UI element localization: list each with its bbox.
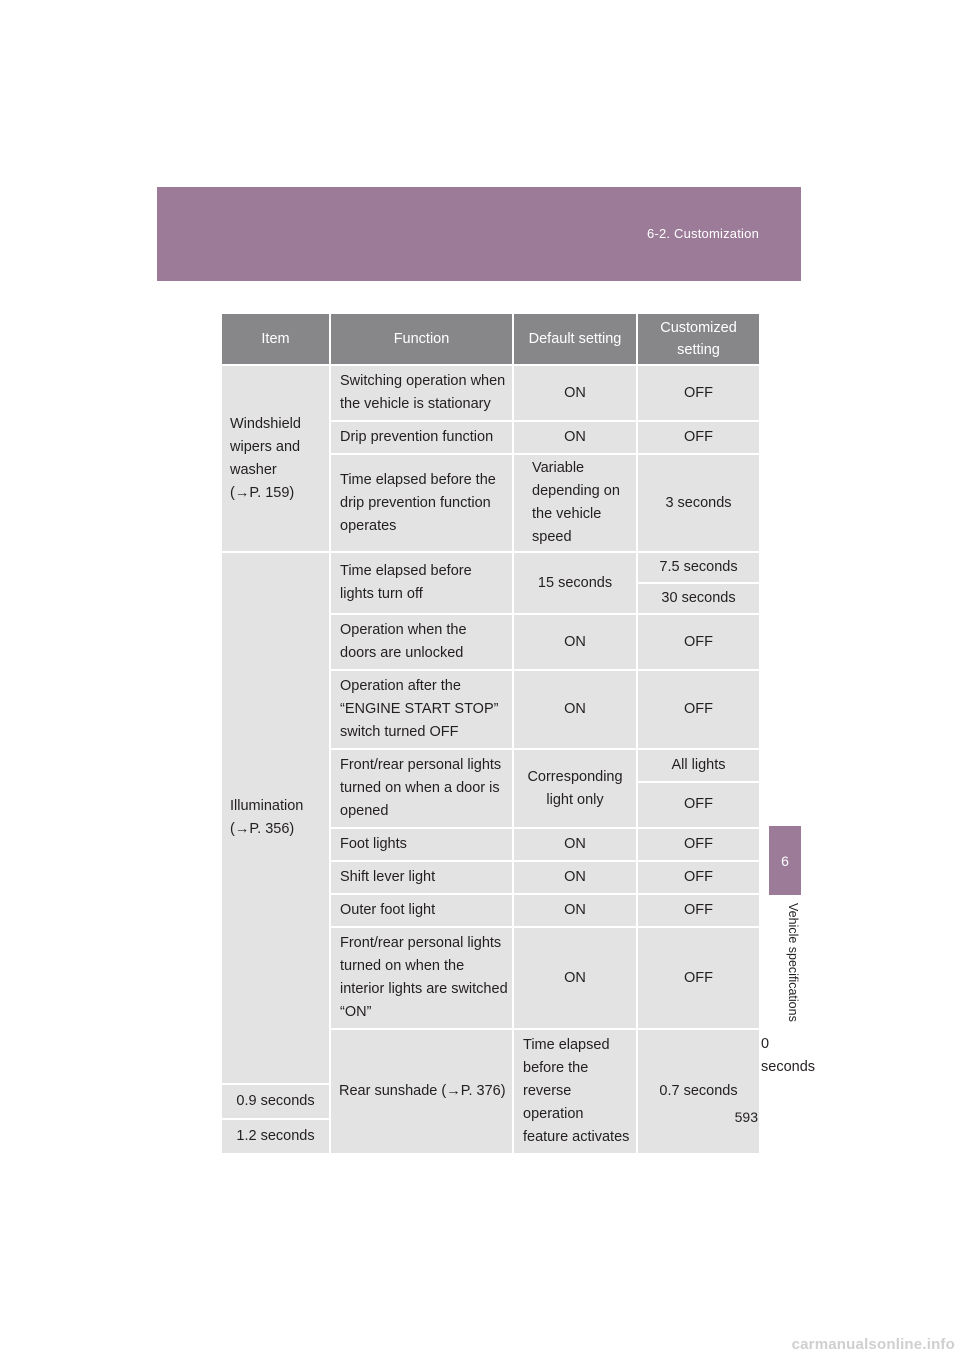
column-header-default-setting: Default setting: [513, 313, 637, 365]
default-setting-cell: Variable depending on the vehicle speed: [513, 454, 637, 552]
column-header-function: Function: [330, 313, 513, 365]
customized-setting-cell: OFF: [637, 421, 760, 454]
default-setting-cell: ON: [513, 828, 637, 861]
customized-setting-cell: OFF: [637, 365, 760, 421]
page-number: 593: [734, 1109, 758, 1125]
customized-setting-cell: OFF: [637, 927, 760, 1029]
customized-setting-cell: OFF: [637, 670, 760, 749]
customized-setting-cell: 0.9 seconds: [221, 1084, 330, 1119]
section-header-band: [157, 187, 801, 281]
customized-setting-cell: OFF: [637, 861, 760, 894]
default-setting-cell: ON: [513, 861, 637, 894]
table-row: Rear sunshade (→P. 376) Time elapsed before the reverse operation feature activates 0.7 seconds 0 seconds: [221, 1029, 760, 1084]
default-setting-cell: ON: [513, 894, 637, 927]
chapter-label: Vehicle specifications: [786, 903, 800, 1022]
item-windshield-wipers: Windshield wipers and washer (→P. 159): [221, 365, 330, 552]
chapter-number: 6: [781, 852, 789, 869]
function-cell: Drip prevention function: [330, 421, 513, 454]
function-cell: Switching operation when the vehicle is stationary: [330, 365, 513, 421]
default-setting-cell: 0.7 seconds: [637, 1029, 760, 1154]
item-rear-sunshade: Rear sunshade (→P. 376): [330, 1029, 513, 1154]
customized-setting-cell: OFF: [637, 614, 760, 670]
function-cell: Operation when the doors are unlocked: [330, 614, 513, 670]
default-setting-cell: ON: [513, 614, 637, 670]
chapter-tab: [769, 826, 801, 895]
customized-setting-cell: All lights: [637, 749, 760, 782]
table-row: [221, 365, 760, 421]
customized-setting-cell: OFF: [637, 828, 760, 861]
table-header-row: [221, 313, 760, 365]
customized-setting-cell: OFF: [637, 782, 760, 828]
function-cell: Outer foot light: [330, 894, 513, 927]
function-cell: Time elapsed before the reverse operation feature activates: [513, 1029, 637, 1154]
default-setting-cell: Corresponding light only: [513, 749, 637, 828]
function-cell: Shift lever light: [330, 861, 513, 894]
customized-setting-cell: 7.5 seconds: [637, 552, 760, 583]
function-cell: Foot lights: [330, 828, 513, 861]
function-cell: Time elapsed before lights turn off: [330, 552, 513, 614]
customized-setting-cell: 1.2 seconds: [221, 1119, 330, 1154]
column-header-item: Item: [221, 313, 330, 365]
default-setting-cell: ON: [513, 927, 637, 1029]
function-cell: Front/rear personal lights turned on when the interior lights are switched “ON”: [330, 927, 513, 1029]
function-cell: Front/rear personal lights turned on when a door is opened: [330, 749, 513, 828]
default-setting-cell: 15 seconds: [513, 552, 637, 614]
table-row: [221, 552, 760, 583]
section-title: 6-2. Customization: [647, 226, 759, 241]
customized-setting-cell: 3 seconds: [637, 454, 760, 552]
site-watermark: carmanualsonline.info: [791, 1336, 955, 1353]
default-setting-cell: ON: [513, 670, 637, 749]
function-cell: Time elapsed before the drip prevention function operates: [330, 454, 513, 552]
function-cell: Operation after the “ENGINE START STOP” switch turned OFF: [330, 670, 513, 749]
default-setting-cell: ON: [513, 365, 637, 421]
customized-setting-cell: 30 seconds: [637, 583, 760, 614]
column-header-customized-setting: Customized setting: [637, 313, 760, 365]
customized-setting-cell: OFF: [637, 894, 760, 927]
item-illumination: Illumination (→P. 356): [221, 552, 330, 1084]
default-setting-cell: ON: [513, 421, 637, 454]
